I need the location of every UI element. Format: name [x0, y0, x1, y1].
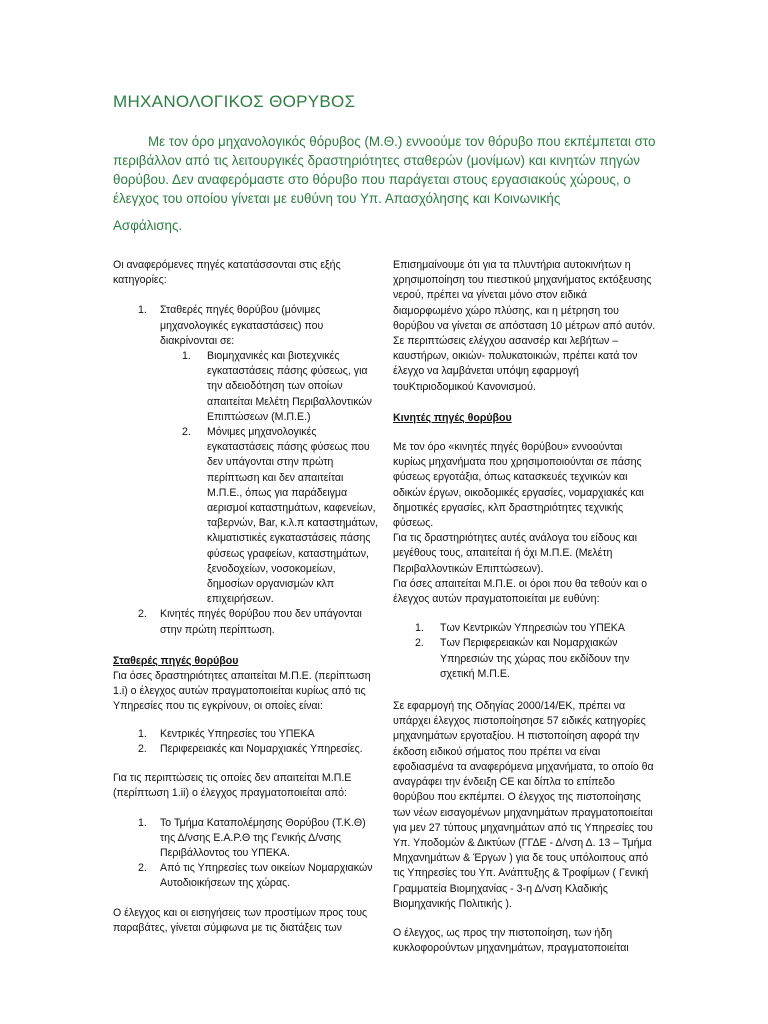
list-number: 1. [138, 304, 147, 317]
paragraph: Με τον όρο «κινητές πηγές θορύβου» εννοούνται κυρίως μηχανήματα που χρησιμοποιούνται σε πάσης φύσεως εργοτάξια, όπως κατασκευές τεχνικών και οδικών έργων, οικοδομικές εργασίες, νομαρχιακές και δημοτικές εργασίες, κλπ δραστηριότητες τεχνικής φύσεως. [393, 441, 644, 530]
list-number: 1. [415, 622, 424, 635]
list-item-text: Το Τμήμα Καταπολέμησης Θορύβου (Τ.Κ.Θ) της Δ/νσης Ε.Α.Ρ.Θ της Γενικής Δ/νσης Περιβάλλοντος του ΥΠΕΚΑ. [160, 816, 366, 859]
control-list [113, 816, 381, 892]
paragraph: Για όσες δραστηριότητες απαιτείται Μ.Π.Ε. (περίπτωση 1.i) ο έλεγχος αυτών πραγματοποιείται κυρίως από τις Υπηρεσίες που τις εγκρίνουν, οι οποίες είναι: [113, 670, 371, 713]
paragraph: Ο έλεγχος και οι εισηγήσεις των προστίμων προς τους παραβάτες, γίνεται σύμφωνα με τις διατάξεις των [113, 906, 368, 934]
categories-list [113, 303, 381, 637]
list-number: 1. [182, 350, 191, 363]
list-item [113, 607, 381, 637]
list-item [160, 349, 381, 425]
list-item-text: Από τις Υπηρεσίες των οικείων Νομαρχιακών Αυτοδιοικήσεων της χώρας. [160, 862, 373, 890]
list-item [113, 727, 381, 742]
section-heading-mobile-sources: Κινητές πηγές θορύβου [393, 411, 512, 424]
services-list [113, 727, 381, 757]
list-item-text: Των Περιφερειακών και Νομαρχιακών Υπηρεσιών της χώρας που εκδίδουν την σχετική Μ.Π.Ε. [440, 637, 630, 680]
left-column [113, 258, 381, 936]
categories-intro: Οι αναφερόμενες πηγές κατατάσσονται στις εξής κατηγορίες: [113, 259, 341, 287]
list-item-text: Περιφερειακές και Νομαρχιακές Υπηρεσίες. [160, 742, 363, 755]
section-heading-fixed-sources: Σταθερές πηγές θορύβου [113, 654, 239, 667]
list-item [160, 425, 381, 607]
paragraph: Για τις περιπτώσεις τις οποίες δεν απαιτείται Μ.Π.Ε (περίπτωση 1.ii) ο έλεγχος πραγματοποιείται από: [113, 772, 352, 800]
page-title: ΜΗΧΑΝΟΛΟΓΙΚΟΣ ΘΟΡΥΒΟΣ [113, 92, 356, 111]
intro-paragraph-tail: Ασφάλισης. [113, 218, 183, 233]
list-number: 1. [138, 727, 147, 740]
list-item-text: Σταθερές πηγές θορύβου (μόνιμες μηχανολογικές εγκαταστάσεις) που διακρίνονται σε: [160, 304, 324, 347]
list-item [393, 621, 657, 636]
paragraph: Επισημαίνουμε ότι για τα πλυντήρια αυτοκινήτων η χρησιμοποίηση του πιεστικού μηχανήματος εκτόξευσης νερού, πρέπει να γίνεται μόνο στον ειδικά διαμορφωμένο χώρο πλύσης, και η μέτρηση του θορύβου να γίνεται σε απόσταση 10 μέτρων από αυτόν. Σε περιπτώσεις ελέγχου ασανσέρ και λεβήτων – καυστήρων, οικιών- πολυκατοικιών, πρέπει κατά τον έλεγχο να λαμβάνεται υπόψη εφαρμογή τουΚτιριοδομικού Κανονισμού. [393, 259, 656, 393]
right-column [393, 258, 657, 956]
list-number: 2. [138, 742, 147, 755]
list-number: 2. [182, 426, 191, 439]
responsibility-list [393, 621, 657, 682]
list-item-text: Κινητές πηγές θορύβου που δεν υπάγονται στην πρώτη περίπτωση. [160, 608, 362, 636]
list-item [113, 742, 381, 757]
list-item-text: Κεντρικές Υπηρεσίες του ΥΠΕΚΑ [160, 727, 315, 740]
list-item [113, 816, 381, 862]
list-number: 1. [138, 816, 147, 829]
list-item [393, 636, 657, 682]
paragraph: Για τις δραστηριότητες αυτές ανάλογα του είδους και μεγέθους τους, απαιτείται ή όχι Μ.Π.Ε. (Μελέτη Περιβαλλοντικών Επιπτώσεων). [393, 532, 638, 575]
list-item-text: Μόνιμες μηχανολογικές εγκαταστάσεις πάσης φύσεως που δεν υπάγονται στην πρώτη περίπτωση και δεν απαιτείται Μ.Π.Ε., όπως για παράδειγμα αερισμοί καταστημάτων, καφενείων, ταβερνών, Bar, κ.λ.π καταστημάτων, κλιματιστικές εγκαταστάσεις πάσης φύσεως γραφείων, καταστημάτων, ξενοδοχείων, νοσοκομείων, δημοσίων οργανισμών κλπ επιχειρήσεων. [207, 426, 379, 606]
intro-paragraph: Με τον όρο μηχανολογικός θόρυβος (Μ.Θ.) εννοούμε τον θόρυβο που εκπέμπεται στο περιβάλλον από τις λειτουργικές δραστηριότητες σταθερών (μονίμων) και κινητών πηγών θορύβου. Δεν αναφερόμαστε στο θόρυβο που παράγεται στους εργασιακούς χώρους, ο έλεγχος του οποίου γίνεται με ευθύνη του Υπ. Απασχόλησης και Κοινωνικής [113, 134, 656, 206]
list-number: 2. [415, 637, 424, 650]
list-item [113, 303, 381, 607]
list-item [113, 861, 381, 891]
list-number: 2. [138, 862, 147, 875]
paragraph: Σε εφαρμογή της Οδηγίας 2000/14/ΕΚ, πρέπει να υπάρχει έλεγχος πιστοποίησησε 57 ειδικές κατηγορίες μηχανημάτων εργοταξίου. Η πιστοποίηση αφορά την έκδοση ειδικού σήματος που πρέπει να είναι εφοδιασμένα τα αναφερόμενα μηχανήματα, το οποίο θα αναγράφει την ένδειξη CE και δίπλα το επίπεδο θορύβου που εκπέμπει. Ο έλεγχος της πιστοποίησης των νέων εισαγομένων μηχανημάτων πραγματοποιείται για μεν 27 τύπους μηχανημάτων από τις Υπηρεσίες του Υπ. Υποδομών & Δικτύων (ΓΓΔΕ - Δ/νση Δ. 13 – Τμήμα Μηχανημάτων & Έργων ) για δε τους υπόλοιπους από τις Υπηρεσίες του Υπ. Ανάπτυξης & Τροφίμων ( Γενική Γραμματεία Βιομηχανίας - 3-η Δ/νση Κλαδικής Βιομηχανικής Πολιτικής ). [393, 700, 654, 910]
sub-list [160, 349, 381, 607]
paragraph: Για όσες απαιτείται Μ.Π.Ε. οι όροι που θα τεθούν και ο έλεγχος αυτών πραγματοποιείται με ευθύνη: [393, 577, 648, 606]
list-item-text: Των Κεντρικών Υπηρεσιών του ΥΠΕΚΑ [440, 622, 625, 635]
paragraph: Ο έλεγχος, ως προς την πιστοποίηση, των ήδη κυκλοφορούντων μηχανημάτων, πραγματοποιείται [393, 926, 629, 955]
list-number: 2. [138, 608, 147, 621]
list-item-text: Βιομηχανικές και βιοτεχνικές εγκαταστάσεις πάσης φύσεως, για την αδειοδότηση των οποίων απαιτείται Μελέτη Περιβαλλοντικών Επιπτώσεων (Μ.Π.Ε.) [207, 350, 372, 423]
